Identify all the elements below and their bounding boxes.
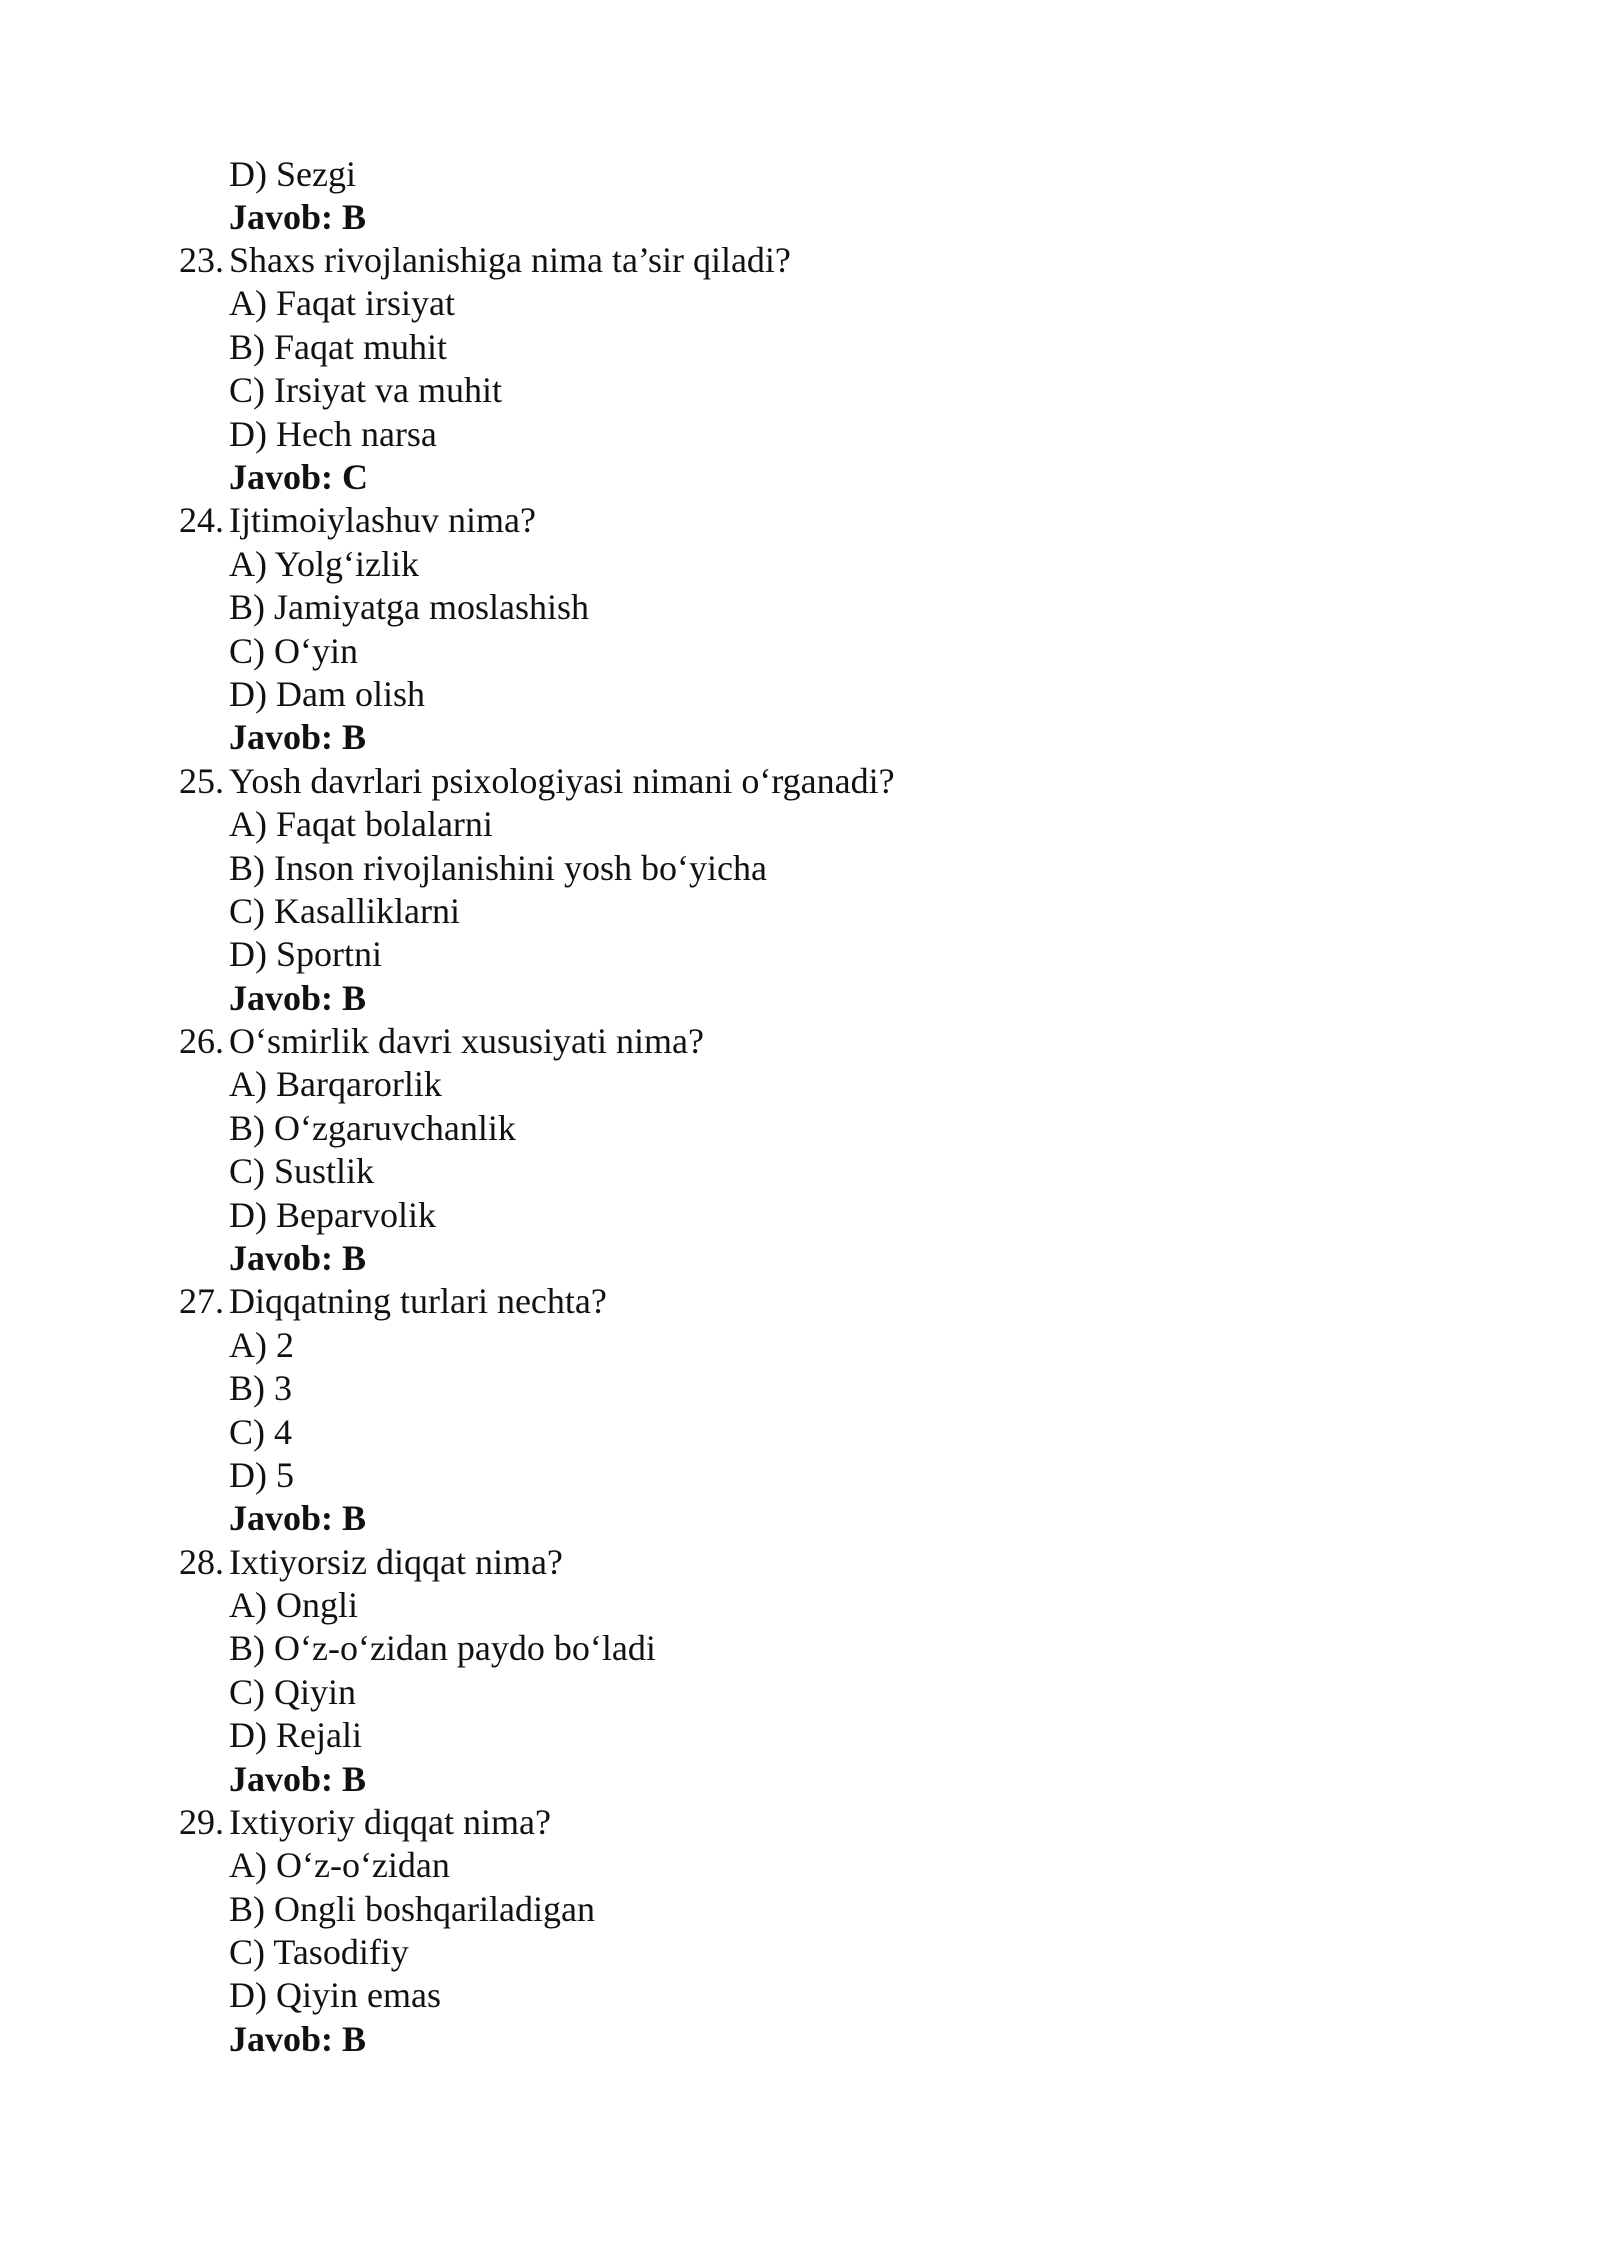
question-number: 24. [179, 500, 224, 540]
answer: Javob: B [229, 2019, 367, 2059]
option: A) Ongli [229, 1585, 358, 1625]
option: C) 4 [229, 1412, 292, 1452]
option: B) O‘z-o‘zidan paydo bo‘ladi [229, 1628, 656, 1668]
answer: Javob: B [229, 1759, 367, 1799]
answer: Javob: B [229, 1498, 367, 1538]
option: D) Hech narsa [229, 414, 437, 454]
option: B) Inson rivojlanishini yosh bo‘yicha [229, 848, 767, 888]
question-25 [0, 760, 1600, 803]
question-text: Shaxs rivojlanishiga nima ta’sir qiladi? [229, 240, 791, 280]
option: C) Sustlik [229, 1151, 375, 1191]
question-26 [0, 1020, 1600, 1063]
option: D) 5 [229, 1455, 294, 1495]
option: C) Qiyin [229, 1672, 357, 1712]
option: A) 2 [229, 1325, 294, 1365]
option: A) Barqarorlik [229, 1064, 442, 1104]
question-number: 26. [179, 1021, 224, 1061]
option: C) Irsiyat va muhit [229, 370, 502, 410]
option: D) Dam olish [229, 674, 425, 714]
question-27 [0, 1280, 1600, 1323]
question-text: Diqqatning turlari nechta? [229, 1281, 607, 1321]
option: B) Ongli boshqariladigan [229, 1889, 595, 1929]
option: B) 3 [229, 1368, 292, 1408]
question-28 [0, 1541, 1600, 1584]
question-text: Ijtimoiylashuv nima? [229, 500, 536, 540]
lead-answer: Javob: B [229, 197, 367, 237]
option: D) Rejali [229, 1715, 362, 1755]
question-number: 28. [179, 1542, 224, 1582]
question-number: 29. [179, 1802, 224, 1842]
option: D) Sportni [229, 934, 382, 974]
question-24 [0, 499, 1600, 542]
answer: Javob: B [229, 1238, 367, 1278]
option: D) Beparvolik [229, 1195, 436, 1235]
option: C) Tasodifiy [229, 1932, 409, 1972]
option: B) O‘zgaruvchanlik [229, 1108, 516, 1148]
question-number: 23. [179, 240, 224, 280]
option: A) Faqat bolalarni [229, 804, 493, 844]
option: D) Qiyin emas [229, 1975, 441, 2015]
question-23 [0, 239, 1600, 282]
option: C) O‘yin [229, 631, 358, 671]
option: A) Faqat irsiyat [229, 283, 455, 323]
answer: Javob: C [229, 457, 369, 497]
question-number: 25. [179, 761, 224, 801]
option: C) Kasalliklarni [229, 891, 460, 931]
lead-option: D) Sezgi [229, 154, 356, 194]
answer: Javob: B [229, 717, 367, 757]
question-text: Ixtiyorsiz diqqat nima? [229, 1542, 563, 1582]
question-number: 27. [179, 1281, 224, 1321]
option: B) Faqat muhit [229, 327, 447, 367]
option: A) Yolg‘izlik [229, 544, 420, 584]
question-text: O‘smirlik davri xususiyati nima? [229, 1021, 704, 1061]
option: B) Jamiyatga moslashish [229, 587, 589, 627]
question-text: Yosh davrlari psixologiyasi nimani o‘rganadi? [229, 761, 895, 801]
question-29 [0, 1801, 1600, 1844]
option: A) O‘z-o‘zidan [229, 1845, 450, 1885]
question-text: Ixtiyoriy diqqat nima? [229, 1802, 551, 1842]
answer: Javob: B [229, 978, 367, 1018]
